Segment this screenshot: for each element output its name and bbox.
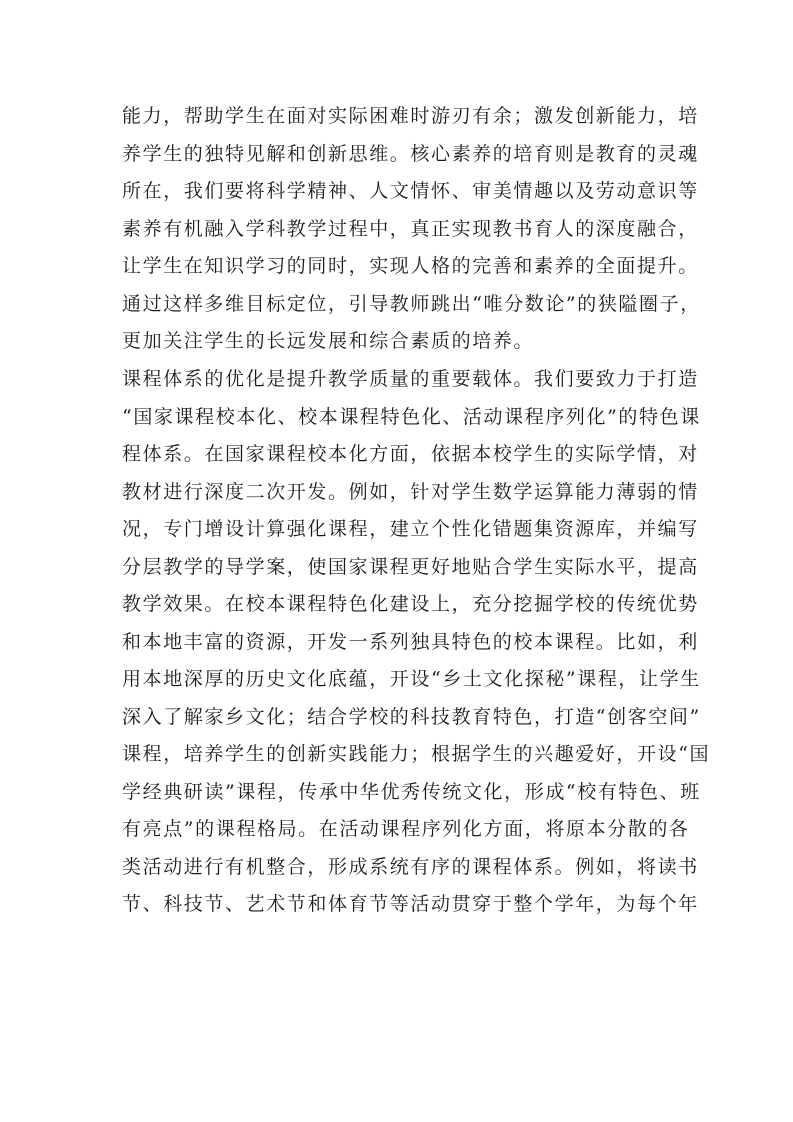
text-line: “国家课程校本化、校本课程特色化、活动课程序列化”的特色课	[122, 405, 701, 428]
text-line: 类活动进行有机整合，形成系统有序的课程体系。例如，将读书	[122, 855, 699, 878]
text-line: 有亮点”的课程格局。在活动课程序列化方面，将原本分散的各	[122, 818, 690, 840]
text-line: 通过这样多维目标定位，引导教师跳出“唯分数论”的狭隘圈子，	[122, 292, 701, 315]
text-line: 课程体系的优化是提升教学质量的重要载体。我们要致力于打造	[122, 368, 699, 390]
text-line: 教材进行深度二次开发。例如，针对学生数学运算能力薄弱的情	[122, 480, 699, 503]
text-line: 素养有机融入学科教学过程中，真正实现教书育人的深度融合，	[122, 217, 699, 240]
text-line: 深入了解家乡文化；结合学校的科技教育特色，打造“创客空间”	[122, 705, 701, 728]
text-line: 分层教学的导学案，使国家课程更好地贴合学生实际水平，提高	[122, 555, 699, 578]
text-line: 教学效果。在校本课程特色化建设上，充分挖掘学校的传统优势	[122, 593, 699, 615]
text-line: 所在，我们要将科学精神、人文情怀、审美情趣以及劳动意识等	[122, 180, 699, 202]
text-line: 更加关注学生的长远发展和综合素质的培养。	[122, 330, 535, 352]
text-line: 让学生在知识学习的同时，实现人格的完善和素养的全面提升。	[122, 255, 699, 277]
paragraph-2	[122, 361, 711, 924]
paragraph-1	[122, 98, 701, 361]
text-line: 课程，培养学生的创新实践能力；根据学生的兴趣爱好，开设“国	[122, 743, 711, 765]
text-line: 节、科技节、艺术节和体育节等活动贯穿于整个学年，为每个年	[122, 893, 699, 915]
text-line: 况，专门增设计算强化课程，建立个性化错题集资源库，并编写	[122, 518, 699, 540]
text-line: 能力，帮助学生在面对实际困难时游刃有余；激发创新能力，培	[122, 105, 699, 127]
text-line: 用本地深厚的历史文化底蕴，开设“乡土文化探秘”课程，让学生	[122, 668, 701, 690]
text-line: 和本地丰富的资源，开发一系列独具特色的校本课程。比如，利	[122, 630, 699, 653]
text-line: 程体系。在国家课程校本化方面，依据本校学生的实际学情，对	[122, 443, 699, 465]
text-line: 养学生的独特见解和创新思维。核心素养的培育则是教育的灵魂	[122, 142, 699, 165]
text-line: 学经典研读”课程，传承中华优秀传统文化，形成“校有特色、班	[122, 780, 701, 803]
